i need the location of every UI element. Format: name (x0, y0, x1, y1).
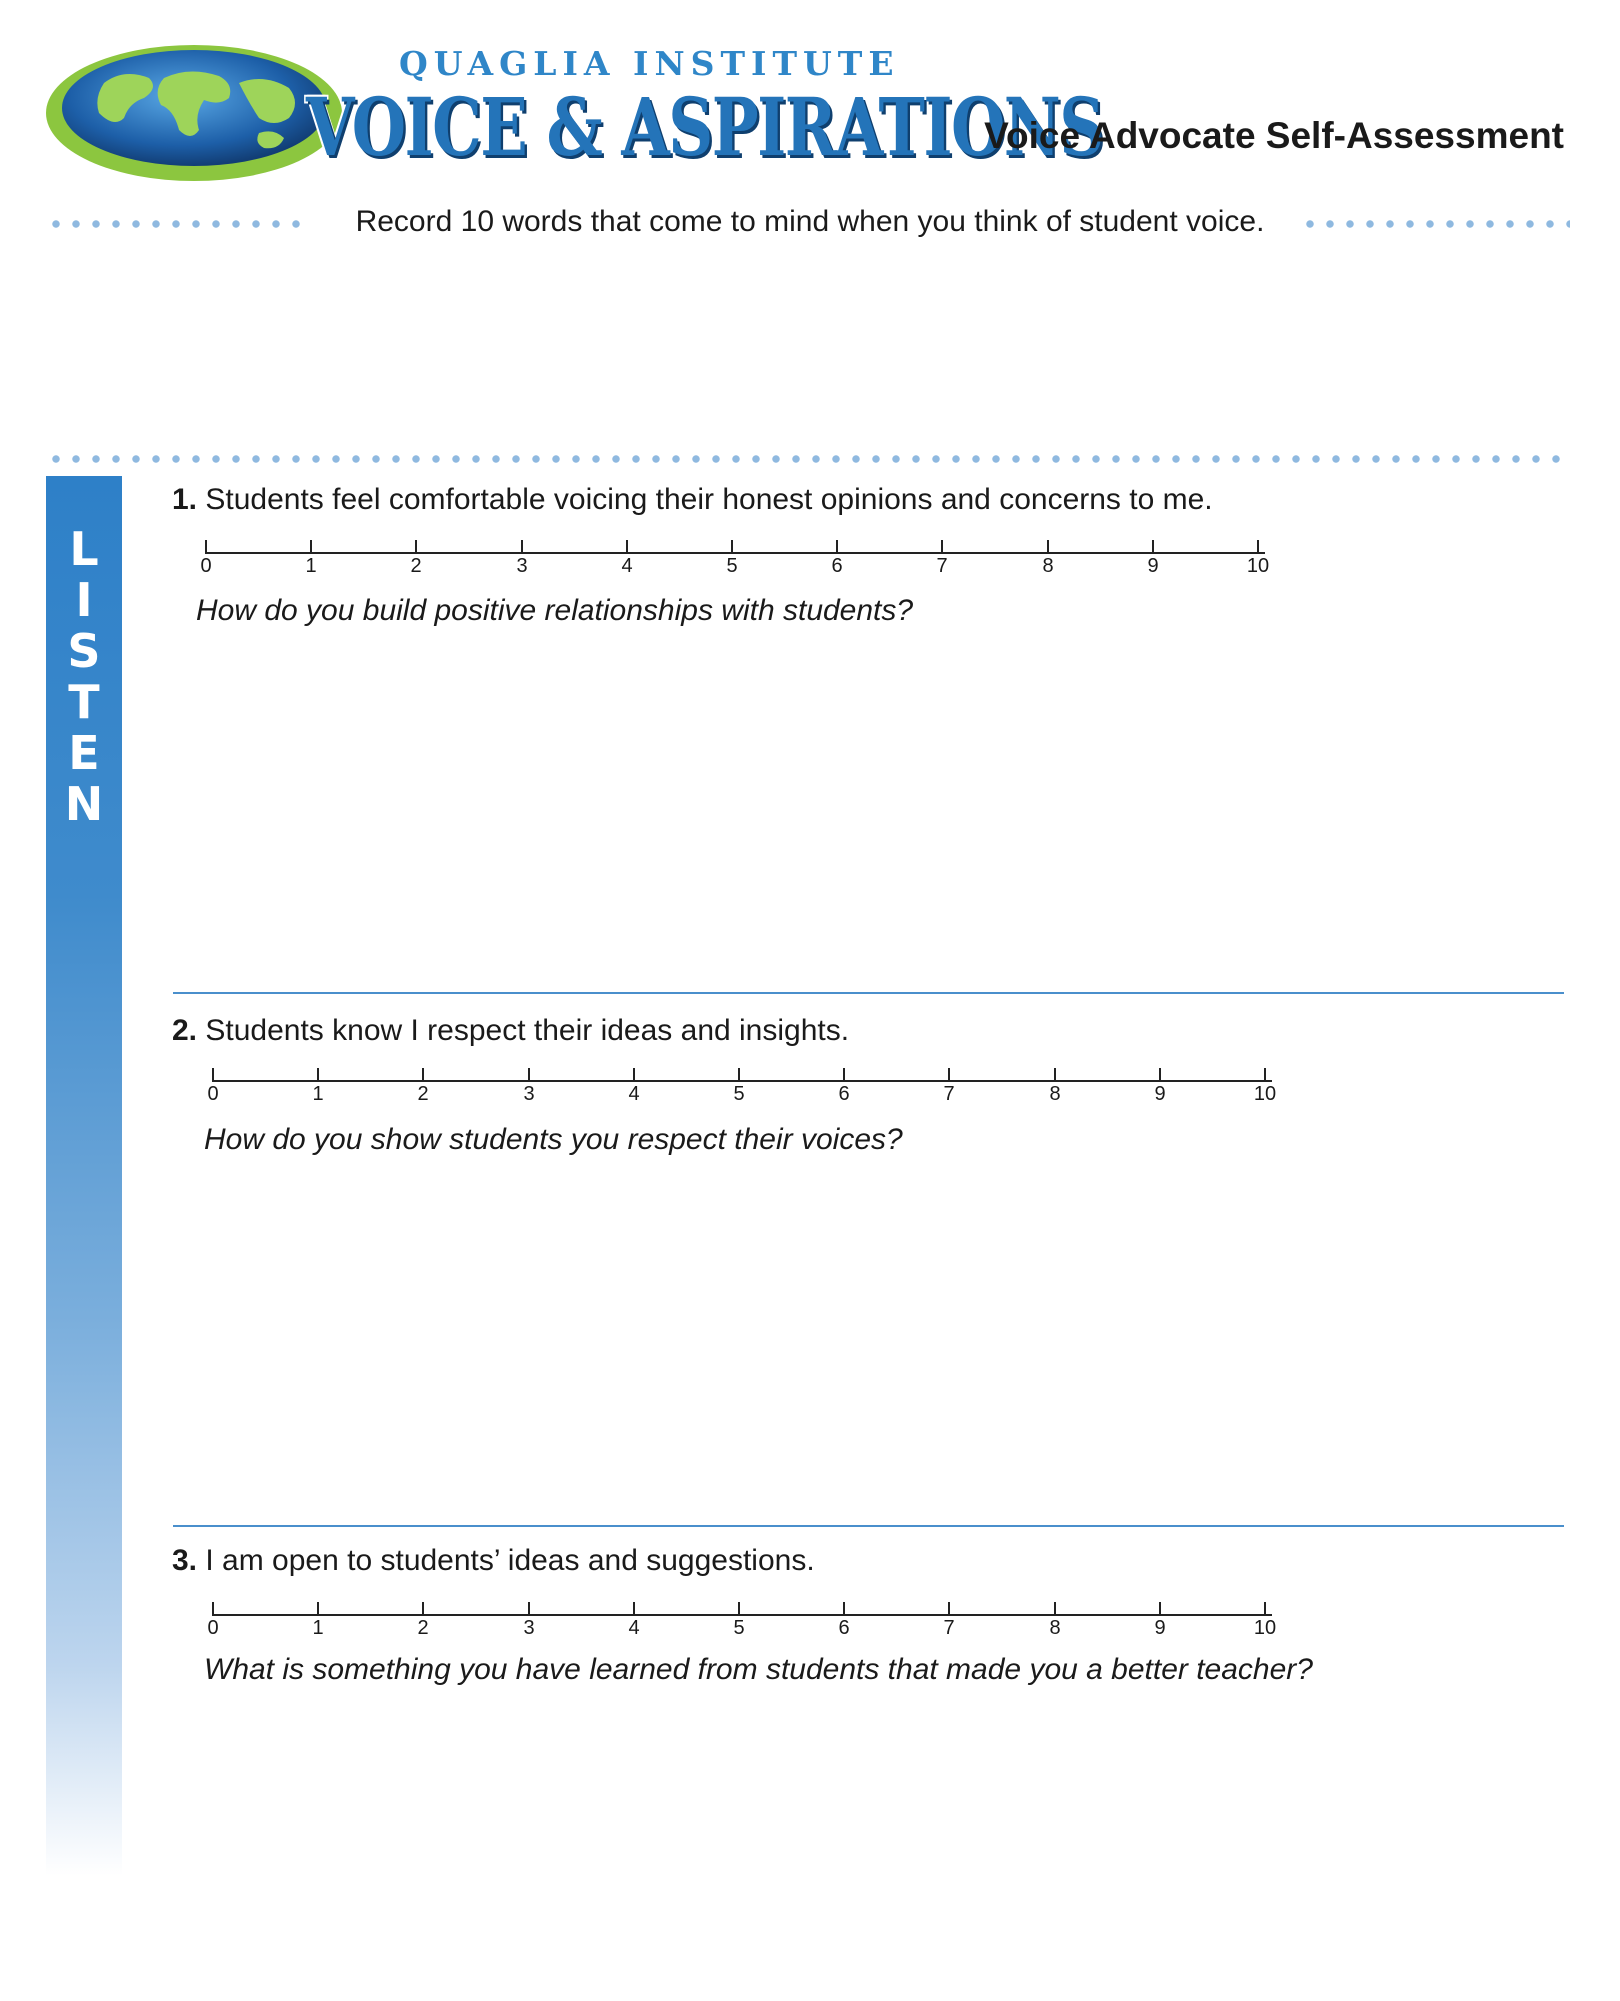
listen-letter: I (75, 573, 93, 627)
question-2-prompt: How do you show students you respect their voices? (204, 1123, 903, 1156)
scale-tick-label: 5 (733, 1617, 745, 1639)
dotted-separator (46, 454, 1570, 464)
section-divider (173, 1525, 1564, 1527)
dotted-separator-left (46, 219, 304, 229)
scale-tick-label: 6 (838, 1083, 850, 1105)
scale-tick[interactable] (626, 540, 628, 553)
scale-tick-label: 10 (1253, 1617, 1277, 1639)
listen-letter: L (69, 522, 99, 576)
listen-letter: N (64, 777, 104, 831)
scale-tick[interactable] (948, 1602, 950, 1615)
scale-tick-label: 8 (1042, 555, 1054, 577)
rating-scale-3[interactable] (207, 1600, 1277, 1640)
scale-tick[interactable] (1264, 1068, 1266, 1081)
question-number: 1. (172, 483, 198, 516)
scale-tick[interactable] (633, 1602, 635, 1615)
listen-label (46, 524, 122, 830)
listen-letter: E (68, 726, 100, 780)
scale-tick-label: 6 (831, 555, 843, 577)
scale-tick[interactable] (317, 1602, 319, 1615)
scale-tick[interactable] (212, 1068, 214, 1081)
scale-tick[interactable] (738, 1068, 740, 1081)
answer-area-1[interactable] (173, 640, 1564, 980)
scale-tick[interactable] (521, 540, 523, 553)
scale-tick-label: 5 (726, 555, 738, 577)
scale-tick[interactable] (738, 1602, 740, 1615)
logo-institute-text: QUAGLIA INSTITUTE (399, 44, 900, 83)
scale-tick[interactable] (422, 1602, 424, 1615)
scale-tick[interactable] (1152, 540, 1154, 553)
scale-tick-label: 2 (410, 555, 422, 577)
listen-side-bar (46, 476, 122, 1876)
scale-tick-label: 0 (207, 1617, 219, 1639)
scale-tick-label: 3 (523, 1083, 535, 1105)
scale-tick-label: 8 (1049, 1083, 1061, 1105)
answer-area-2[interactable] (173, 1170, 1564, 1510)
scale-tick-label: 3 (516, 555, 528, 577)
scale-tick[interactable] (212, 1602, 214, 1615)
scale-tick[interactable] (941, 540, 943, 553)
page-title: Voice Advocate Self-Assessment (984, 115, 1564, 156)
scale-tick-label: 5 (733, 1083, 745, 1105)
scale-tick[interactable] (948, 1068, 950, 1081)
scale-tick-label: 3 (523, 1617, 535, 1639)
scale-tick[interactable] (415, 540, 417, 553)
scale-tick-label: 7 (936, 555, 948, 577)
scale-tick[interactable] (1159, 1068, 1161, 1081)
dotted-separator-right (1300, 219, 1570, 229)
scale-tick-label: 4 (628, 1083, 640, 1105)
scale-tick[interactable] (310, 540, 312, 553)
scale-tick[interactable] (633, 1068, 635, 1081)
question-1 (172, 483, 1213, 517)
scale-tick-label: 9 (1154, 1617, 1166, 1639)
scale-tick[interactable] (1047, 540, 1049, 553)
scale-tick-label: 4 (628, 1617, 640, 1639)
section-divider (173, 992, 1564, 994)
question-3 (172, 1544, 815, 1578)
logo-program-text: VOICE & ASPIRATIONS (306, 80, 1103, 174)
answer-area-3[interactable] (173, 1700, 1564, 1960)
scale-tick-label: 1 (312, 1617, 324, 1639)
scale-tick[interactable] (836, 540, 838, 553)
scale-tick-label: 1 (312, 1083, 324, 1105)
scale-tick-label: 10 (1253, 1083, 1277, 1105)
scale-tick[interactable] (843, 1602, 845, 1615)
question-2 (172, 1014, 849, 1048)
scale-tick-label: 2 (417, 1083, 429, 1105)
scale-tick[interactable] (528, 1068, 530, 1081)
question-text: Students feel comfortable voicing their honest opinions and concerns to me. (205, 483, 1213, 516)
listen-letter: S (67, 624, 101, 678)
scale-tick-label: 7 (943, 1083, 955, 1105)
question-3-prompt: What is something you have learned from students that made you a better teacher? (204, 1653, 1313, 1686)
listen-letter: T (68, 675, 100, 729)
scale-tick[interactable] (1054, 1602, 1056, 1615)
scale-tick-label: 9 (1154, 1083, 1166, 1105)
scale-tick-label: 6 (838, 1617, 850, 1639)
words-prompt: Record 10 words that come to mind when you think of student voice. (355, 205, 1265, 238)
scale-tick-label: 4 (621, 555, 633, 577)
scale-tick-label: 8 (1049, 1617, 1061, 1639)
scale-tick[interactable] (731, 540, 733, 553)
scale-tick[interactable] (1264, 1602, 1266, 1615)
scale-tick-label: 0 (207, 1083, 219, 1105)
scale-tick[interactable] (205, 540, 207, 553)
scale-tick[interactable] (1159, 1602, 1161, 1615)
question-number: 3. (172, 1544, 198, 1577)
scale-tick[interactable] (843, 1068, 845, 1081)
question-1-prompt: How do you build positive relationships with students? (196, 594, 914, 627)
scale-tick[interactable] (317, 1068, 319, 1081)
scale-tick-label: 7 (943, 1617, 955, 1639)
institute-logo (44, 38, 1103, 188)
scale-tick-label: 0 (200, 555, 212, 577)
scale-axis (212, 1614, 1272, 1616)
scale-tick-label: 10 (1246, 555, 1270, 577)
scale-tick-label: 2 (417, 1617, 429, 1639)
question-number: 2. (172, 1014, 198, 1047)
globe-logo-icon (44, 38, 344, 188)
scale-tick-label: 1 (305, 555, 317, 577)
scale-tick[interactable] (422, 1068, 424, 1081)
scale-tick[interactable] (1257, 540, 1259, 553)
scale-tick-label: 9 (1147, 555, 1159, 577)
scale-tick[interactable] (1054, 1068, 1056, 1081)
question-text: I am open to students’ ideas and suggestions. (205, 1544, 815, 1577)
rating-scale-1[interactable] (200, 538, 1270, 578)
words-response-area[interactable] (46, 245, 1570, 445)
scale-axis (212, 1080, 1272, 1082)
scale-axis (205, 552, 1265, 554)
rating-scale-2[interactable] (207, 1066, 1277, 1106)
scale-tick[interactable] (528, 1602, 530, 1615)
question-text: Students know I respect their ideas and insights. (205, 1014, 850, 1047)
